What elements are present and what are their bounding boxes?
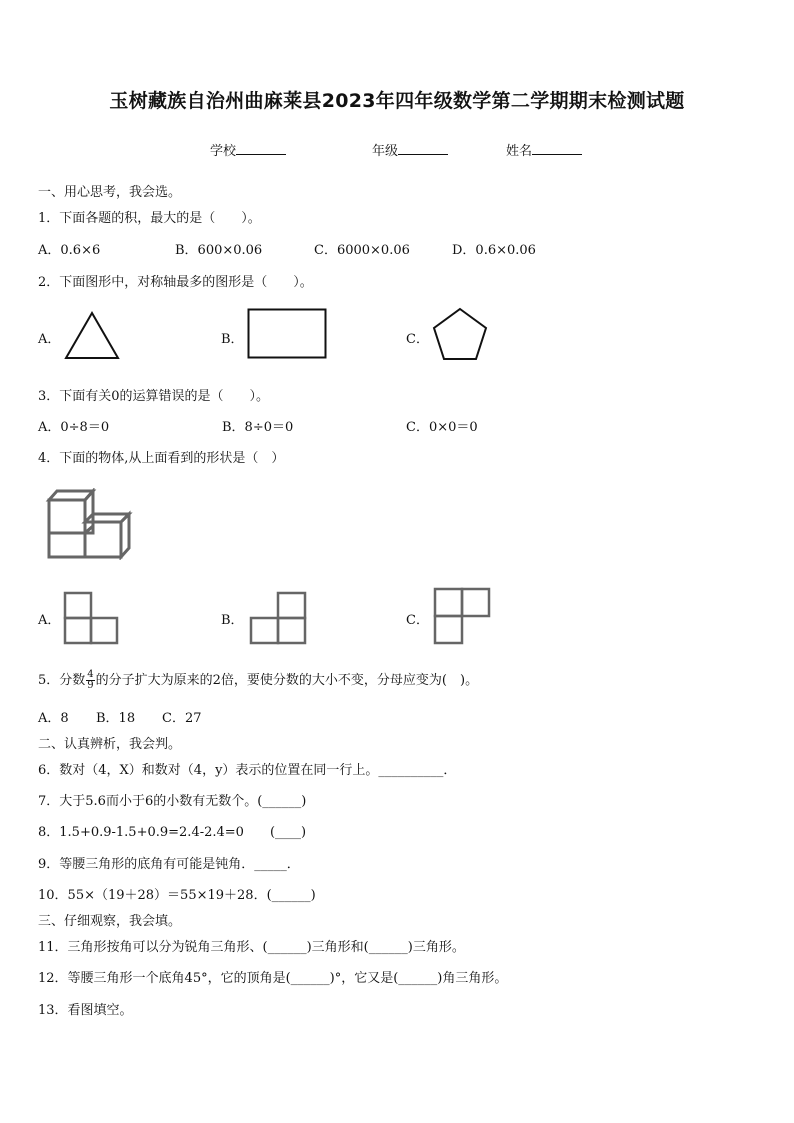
question-13: 13．看图填空。 — [38, 1003, 133, 1018]
top-view-b-figure — [249, 591, 307, 645]
fraction: $\frac{4}{9}$ — [87, 669, 94, 691]
q5-option-c[interactable]: C．27 — [162, 711, 202, 726]
top-view-a-figure — [63, 591, 119, 645]
q4-option-c[interactable]: C． — [406, 613, 429, 628]
question-3: 3．下面有关0的运算错误的是（ ）。 — [38, 389, 270, 404]
question-11: 11．三角形按角可以分为锐角三角形、(______)三角形和(______)三角形。 — [38, 940, 465, 955]
name-field: 姓名 — [506, 140, 582, 159]
q1-option-c[interactable]: C．6000×0.06 — [314, 243, 410, 258]
question-9: 9．等腰三角形的底角有可能是钝角．_____． — [38, 857, 300, 872]
section-1-heading: 一、用心思考，我会选。 — [38, 185, 182, 200]
q2-option-b[interactable]: B． — [221, 332, 244, 347]
grade-blank[interactable] — [398, 142, 448, 155]
q1-option-d[interactable]: D．0.6×0.06 — [452, 243, 536, 258]
question-7: 7．大于5.6而小于6的小数有无数个。(______) — [38, 794, 307, 809]
q1-option-a[interactable]: A．0.6×6 — [38, 243, 101, 258]
question-6: 6．数对（4，X）和数对（4，y）表示的位置在同一行上。__________． — [38, 763, 457, 778]
q3-option-c[interactable]: C．0×0＝0 — [406, 420, 478, 435]
question-4: 4．下面的物体,从上面看到的形状是（ ） — [38, 451, 285, 466]
q2-option-c[interactable]: C． — [406, 332, 429, 347]
q4-option-b[interactable]: B． — [221, 613, 244, 628]
name-blank[interactable] — [532, 142, 582, 155]
school-blank[interactable] — [236, 142, 286, 155]
question-8: 8．1.5+0.9-1.5+0.9=2.4-2.4=0 (____) — [38, 825, 307, 840]
section-3-heading: 三、仔细观察，我会填。 — [38, 914, 182, 929]
question-5: 5．分数 $\frac{4}{9}$ 的分子扩大为原来的2倍，要使分数的大小不变，分母应变为( )。 — [38, 669, 479, 691]
top-view-c-figure — [433, 587, 491, 645]
page-title: 玉树藏族自治州曲麻莱县2023年四年级数学第二学期期末检测试题 — [109, 90, 685, 112]
question-2: 2．下面图形中，对称轴最多的图形是（ ）。 — [38, 275, 313, 290]
rectangle-figure — [247, 308, 327, 360]
school-field: 学校 — [210, 140, 286, 159]
question-1: 1．下面各题的积，最大的是（ ）。 — [38, 211, 261, 226]
grade-field: 年级 — [372, 140, 448, 159]
pentagon-figure — [430, 306, 490, 362]
triangle-figure — [63, 311, 121, 361]
section-2-heading: 二、认真辨析，我会判。 — [38, 737, 182, 752]
q5-option-b[interactable]: B．18 — [96, 711, 136, 726]
q5-option-a[interactable]: A．8 — [38, 711, 69, 726]
q3-option-a[interactable]: A．0÷8＝0 — [38, 420, 110, 435]
q3-option-b[interactable]: B．8÷0＝0 — [222, 420, 294, 435]
question-10: 10．55×（19＋28）＝55×19＋28．(______) — [38, 888, 316, 903]
cube-stack-figure — [45, 488, 135, 560]
q4-option-a[interactable]: A． — [38, 613, 61, 628]
question-12: 12．等腰三角形一个底角45°，它的顶角是(______)°，它又是(______)角三角形。 — [38, 971, 508, 986]
q1-option-b[interactable]: B．600×0.06 — [175, 243, 263, 258]
q2-option-a[interactable]: A． — [38, 332, 61, 347]
